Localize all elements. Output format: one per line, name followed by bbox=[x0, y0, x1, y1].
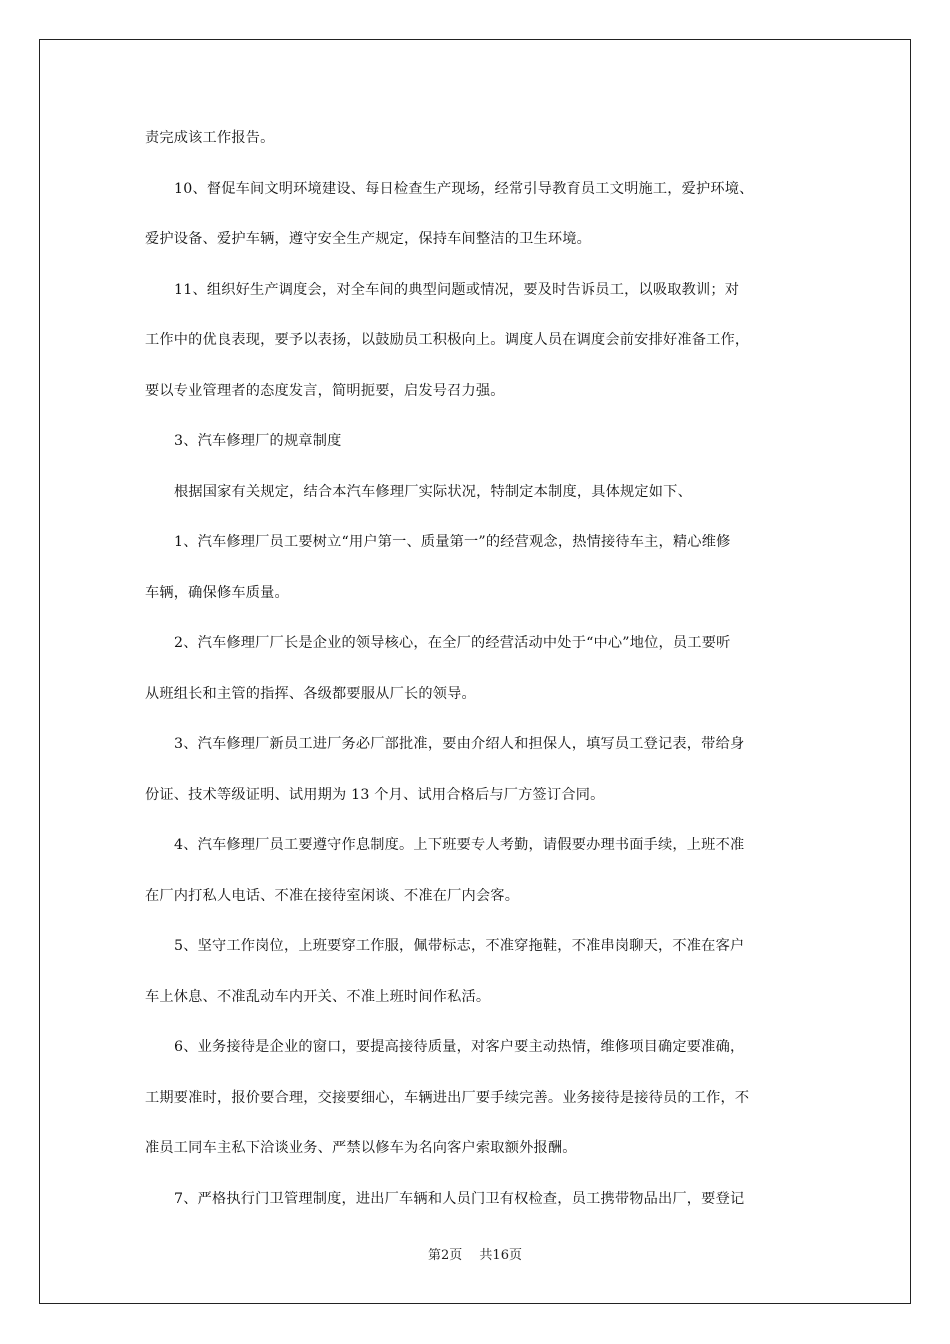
text-line: 准员工同车主私下洽谈业务、严禁以修车为名向客户索取额外报酬。 bbox=[145, 1140, 577, 1156]
text-line: 7、严格执行门卫管理制度，进出厂车辆和人员门卫有权检查，员工携带物品出厂，要登记 bbox=[174, 1190, 745, 1207]
text-line: 4、汽车修理厂员工要遵守作息制度。上下班要专人考勤，请假要办理书面手续，上班不准 bbox=[174, 837, 745, 853]
text-line: 责完成该工作报告。 bbox=[145, 130, 275, 146]
text-line: 10、督促车间文明环境建设、每日检查生产现场，经常引导教育员工文明施工，爱护环境、 bbox=[174, 180, 754, 197]
document-body bbox=[145, 120, 810, 1231]
text-line: 3、汽车修理厂新员工进厂务必厂部批准，要由介绍人和担保人，填写员工登记表，带给身 bbox=[174, 736, 745, 752]
text-line: 1、汽车修理厂员工要树立“用户第一、质量第一”的经营观念，热情接待车主，精心维修 bbox=[174, 534, 731, 550]
text-line: 车上休息、不准乱动车内开关、不准上班时间作私活。 bbox=[145, 988, 491, 1005]
text-line: 6、业务接待是企业的窗口，要提高接待质量，对客户要主动热情，维修项目确定要准确， bbox=[174, 1039, 745, 1055]
text-line: 车辆，确保修车质量。 bbox=[145, 584, 289, 601]
text-line: 要以专业管理者的态度发言，简明扼要，启发号召力强。 bbox=[145, 382, 505, 399]
text-line: 根据国家有关规定，结合本汽车修理厂实际状况，特制定本制度，具体规定如下、 bbox=[174, 483, 692, 500]
text-line: 份证、技术等级证明、试用期为 13 个月、试用合格后与厂方签订合同。 bbox=[145, 786, 605, 803]
text-line: 在厂内打私人电话、不准在接待室闲谈、不准在厂内会客。 bbox=[145, 887, 520, 904]
page-footer: 第2页 共16页 bbox=[428, 1248, 522, 1263]
text-line: 爱护设备、爱护车辆，遵守安全生产规定，保持车间整洁的卫生环境。 bbox=[145, 231, 592, 247]
text-line: 11、组织好生产调度会，对全车间的典型问题或情况，要及时告诉员工，以吸取教训；对 bbox=[174, 281, 740, 298]
text-line: 2、汽车修理厂厂长是企业的领导核心，在全厂的经营活动中处于“中心”地位，员工要听 bbox=[174, 635, 731, 651]
text-line: 工作中的优良表现，要予以表扬，以鼓励员工积极向上。调度人员在调度会前安排好准备工作， bbox=[145, 332, 750, 348]
text-line: 工期要准时，报价要合理，交接要细心，车辆进出厂要手续完善。业务接待是接待员的工作，不 bbox=[145, 1089, 750, 1106]
text-line: 从班组长和主管的指挥、各级都要服从厂长的领导。 bbox=[145, 685, 476, 702]
section-heading: 3、汽车修理厂的规章制度 bbox=[174, 433, 342, 449]
text-line: 5、坚守工作岗位，上班要穿工作服，佩带标志，不准穿拖鞋，不准串岗聊天，不准在客户 bbox=[174, 938, 745, 954]
